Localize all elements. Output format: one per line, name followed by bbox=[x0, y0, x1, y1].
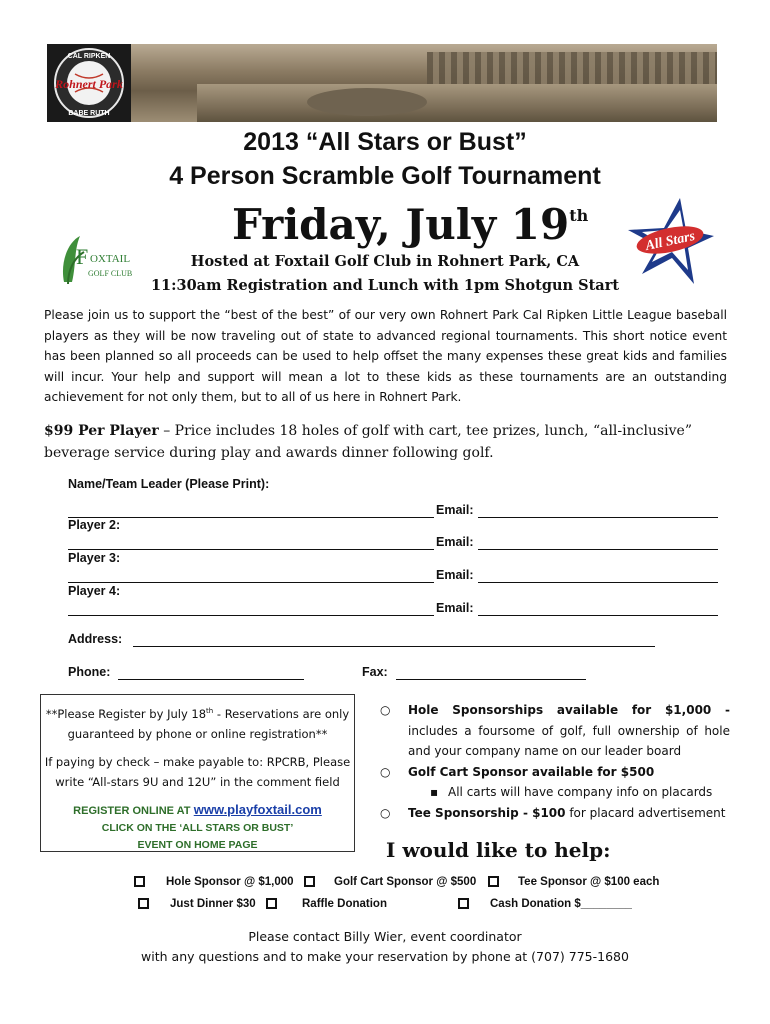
email-label: Email: bbox=[436, 601, 474, 615]
fax-field[interactable] bbox=[396, 665, 586, 680]
address-label: Address: bbox=[68, 632, 123, 646]
notice-line-2: guaranteed by phone or online registration** bbox=[67, 726, 328, 741]
event-date bbox=[232, 200, 588, 249]
player-3-name-field[interactable] bbox=[68, 568, 434, 583]
check-payable-line: If paying by check – make payable to: RPCRB, Please bbox=[44, 754, 351, 769]
title-line-1: 2013 “All Stars or Bust” bbox=[243, 128, 527, 156]
circle-bullet-icon: ○ bbox=[380, 764, 391, 779]
registration-notice-box bbox=[40, 694, 355, 852]
player-4-email-field[interactable] bbox=[478, 601, 718, 616]
header-banner-photo bbox=[47, 44, 717, 122]
contact-line-2: with any questions and to make your reservation by phone at (707) 775-1680 bbox=[141, 949, 629, 964]
raffle-donation-option: Raffle Donation bbox=[302, 898, 387, 910]
contact-line-1: Please contact Billy Wier, event coordinator bbox=[248, 929, 522, 944]
ballfield bbox=[197, 84, 717, 122]
contact-block bbox=[0, 927, 770, 967]
address-field[interactable] bbox=[133, 632, 655, 647]
team-leader-email-field[interactable] bbox=[478, 503, 718, 518]
golf-cart-sponsor-checkbox[interactable] bbox=[304, 876, 315, 887]
sponsorship-list bbox=[380, 700, 730, 823]
team-leader-name-field[interactable] bbox=[68, 503, 434, 518]
event-date-text: Friday, July 19 bbox=[232, 200, 570, 249]
cart-sponsorship-subitem bbox=[380, 782, 730, 803]
hole-sponsorship-bold: Hole Sponsorships available for $1,000 - bbox=[408, 703, 730, 717]
team-leader-label: Name/Team Leader (Please Print): bbox=[68, 477, 270, 491]
check-comment-line: write “All-stars 9U and 12U” in the comment field bbox=[55, 774, 340, 789]
notice-deadline: **Please Register by July 18 bbox=[45, 706, 207, 721]
foxtail-name: OXTAIL bbox=[90, 253, 131, 265]
email-label: Email: bbox=[436, 535, 474, 549]
foxtail-golf-club-logo bbox=[58, 232, 136, 288]
register-online-line bbox=[41, 802, 354, 819]
cash-donation-option: Cash Donation $________ bbox=[490, 898, 632, 910]
intro-paragraph: Please join us to support the “best of the best” of our very own Rohnert Park Cal Ripken Little League baseball players as they will be now traveling out of state to advanced regional tournaments. This short notice event has been planned so all proceeds can be used to help offset the many expenses these great kids and families will incur. Your help and support will mean a lot to these kids as these tournaments are an outstanding achievement for not only them, but to all of us here in Rohnert Park. bbox=[44, 308, 727, 404]
player-3-email-field[interactable] bbox=[478, 568, 718, 583]
golf-cart-sponsor-option: Golf Cart Sponsor @ $500 bbox=[334, 876, 477, 888]
circle-bullet-icon: ○ bbox=[380, 703, 391, 717]
raffle-donation-checkbox[interactable] bbox=[266, 898, 277, 909]
event-date-suffix: th bbox=[569, 206, 589, 225]
just-dinner-option: Just Dinner $30 bbox=[170, 898, 256, 910]
tee-sponsorship-text: for placard advertisement bbox=[565, 805, 726, 820]
phone-field[interactable] bbox=[118, 665, 304, 680]
click-all-stars-line: CLICK ON THE ‘ALL STARS OR BUST’ bbox=[101, 821, 294, 834]
player-2-label: Player 2: bbox=[68, 518, 121, 532]
cash-donation-checkbox[interactable] bbox=[458, 898, 469, 909]
just-dinner-checkbox[interactable] bbox=[138, 898, 149, 909]
badge-bottom-text: BABE RUTH bbox=[68, 110, 110, 117]
hole-sponsor-option: Hole Sponsor @ $1,000 bbox=[166, 876, 294, 888]
player-2-email-field[interactable] bbox=[478, 535, 718, 550]
fax-label: Fax: bbox=[362, 665, 388, 679]
player-4-name-field[interactable] bbox=[68, 601, 434, 616]
hole-sponsorship-text: includes a foursome of golf, full ownership of hole and your company name on our leader board bbox=[408, 723, 730, 758]
tee-sponsorship-item bbox=[380, 803, 730, 824]
title-line-2: 4 Person Scramble Golf Tournament bbox=[169, 162, 601, 190]
register-online-label: REGISTER ONLINE AT bbox=[73, 804, 191, 817]
all-stars-star-logo bbox=[624, 196, 716, 288]
infield-diamond bbox=[307, 88, 427, 116]
hosted-line: Hosted at Foxtail Golf Club in Rohnert Park, CA bbox=[190, 253, 580, 270]
hole-sponsor-checkbox[interactable] bbox=[134, 876, 145, 887]
hole-sponsorship-item bbox=[380, 700, 730, 762]
price-label: $99 Per Player bbox=[44, 423, 159, 439]
player-3-label: Player 3: bbox=[68, 551, 121, 565]
foxtail-subtitle: GOLF CLUB bbox=[88, 269, 133, 278]
cal-ripken-logo bbox=[47, 44, 131, 122]
email-label: Email: bbox=[436, 568, 474, 582]
help-heading: I would like to help: bbox=[386, 838, 611, 862]
player-2-name-field[interactable] bbox=[68, 535, 434, 550]
price-description: – Price includes 18 holes of golf with cart, tee prizes, lunch, “all-inclusive” beverage service during play and awards dinner following golf. bbox=[44, 423, 692, 461]
notice-deadline-suffix: th bbox=[206, 707, 214, 715]
email-label: Email: bbox=[436, 503, 474, 517]
tee-sponsorship-bold: Tee Sponsorship - $100 bbox=[408, 805, 566, 820]
event-home-page-line: EVENT ON HOME PAGE bbox=[137, 838, 258, 851]
player-4-label: Player 4: bbox=[68, 584, 121, 598]
registration-line: 11:30am Registration and Lunch with 1pm Shotgun Start bbox=[150, 277, 620, 294]
price-paragraph bbox=[44, 420, 727, 464]
all-stars-logo-text: All Stars bbox=[644, 228, 697, 255]
phone-label: Phone: bbox=[68, 665, 111, 679]
badge-middle-text: Rohnert Park bbox=[55, 77, 123, 91]
badge-top-text: CAL RIPKEN bbox=[67, 53, 111, 60]
notice-reservation-text: - Reservations are only bbox=[213, 706, 350, 721]
cart-sponsorship-subtext: All carts will have company info on placards bbox=[448, 785, 713, 799]
cart-sponsorship-bold: Golf Cart Sponsor available for $500 bbox=[408, 764, 655, 779]
tee-sponsor-option: Tee Sponsor @ $100 each bbox=[518, 876, 660, 888]
tee-sponsor-checkbox[interactable] bbox=[488, 876, 499, 887]
foxtail-initial: F bbox=[76, 244, 89, 269]
square-bullet-icon: ▪ bbox=[430, 785, 439, 799]
circle-bullet-icon: ○ bbox=[380, 805, 391, 820]
register-url-link[interactable]: www.playfoxtail.com bbox=[193, 801, 322, 817]
cart-sponsorship-item bbox=[380, 762, 730, 783]
notice-line-1 bbox=[41, 701, 354, 724]
